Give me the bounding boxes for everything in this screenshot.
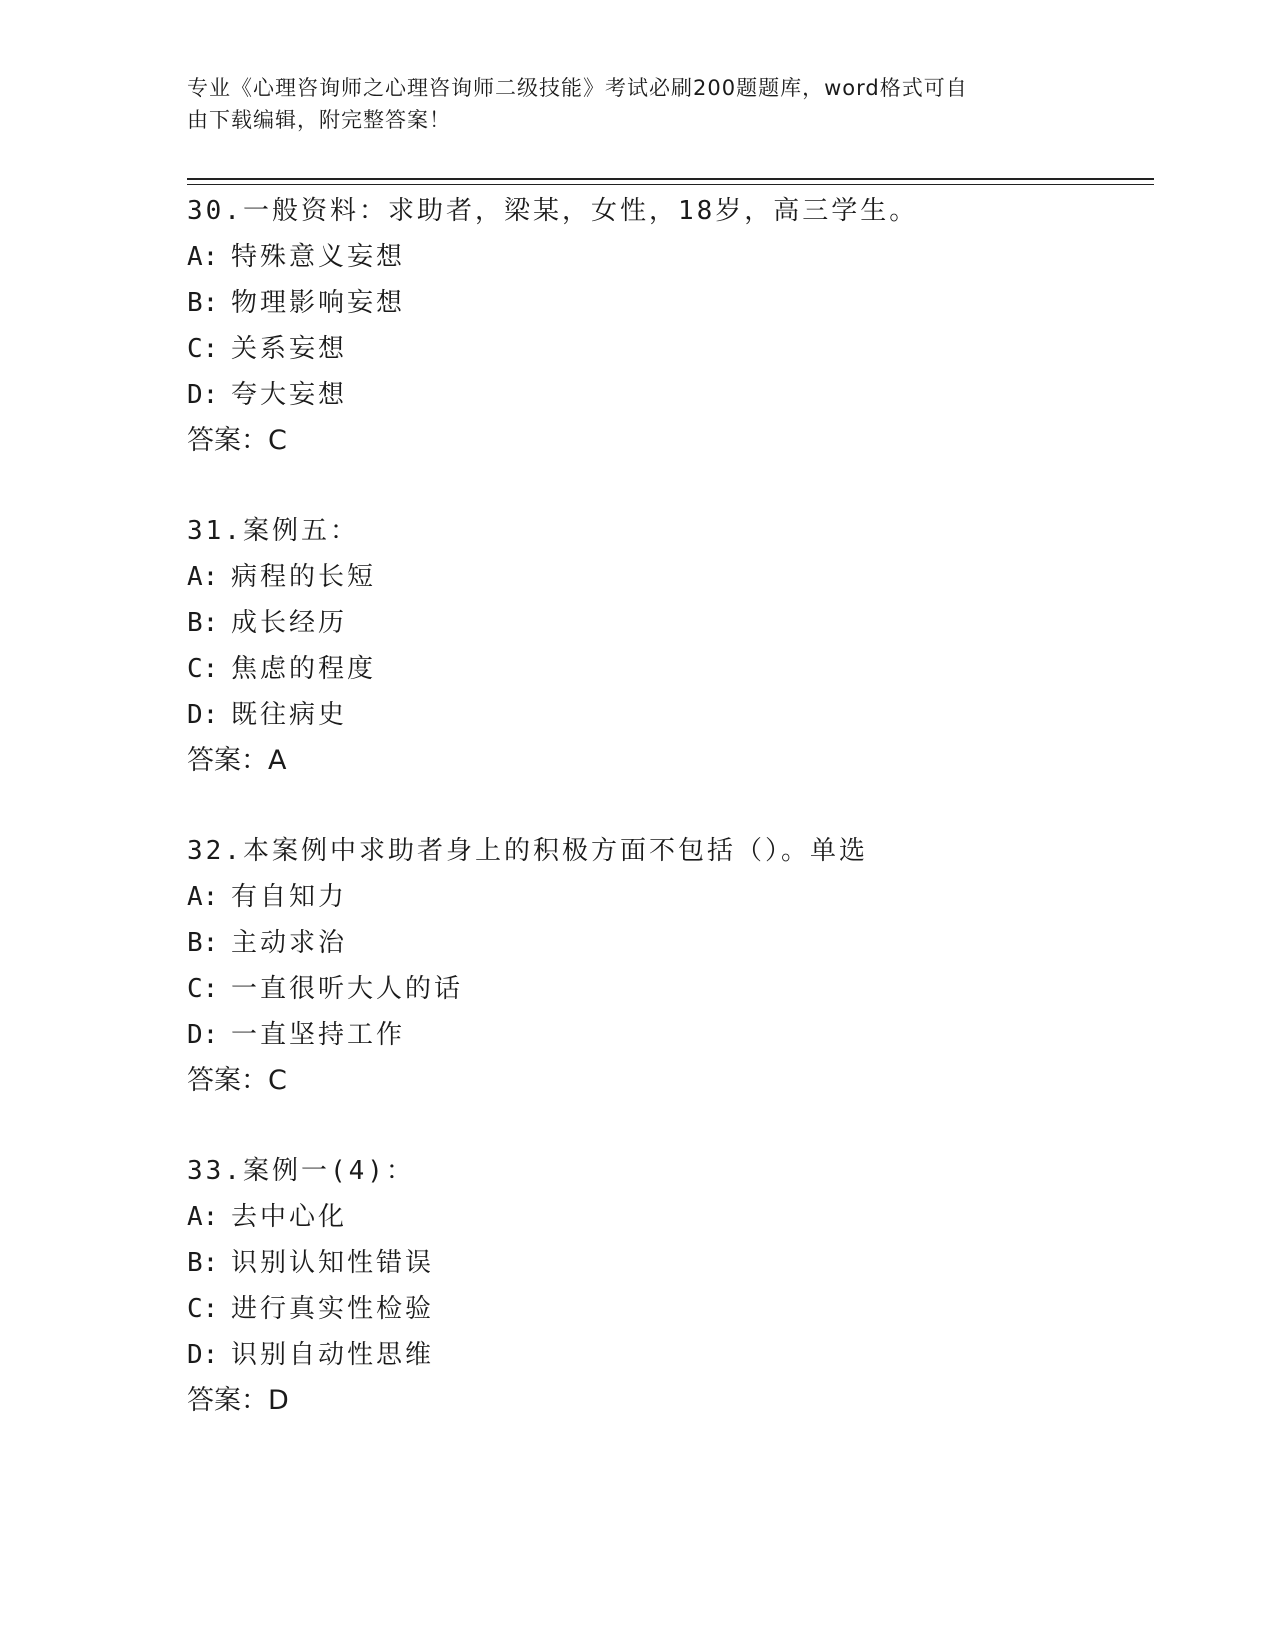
answer-line: 答案：D — [187, 1385, 289, 1416]
option-text: 识别自动性思维 — [231, 1340, 435, 1370]
option-key: D: — [187, 1340, 219, 1370]
option-b — [187, 600, 1147, 646]
option-d — [187, 1332, 1147, 1378]
answer-line: 答案：C — [187, 1065, 287, 1096]
option-c — [187, 966, 1147, 1012]
header-line-1: 专业《心理咨询师之心理咨询师二级技能》考试必刷200题题库，word格式可自 — [187, 76, 968, 100]
option-key: D: — [187, 1020, 219, 1050]
option-b — [187, 280, 1147, 326]
option-text: 成长经历 — [231, 608, 348, 638]
option-d — [187, 692, 1147, 738]
question-stem: 31.案例五： — [187, 516, 359, 546]
option-a — [187, 554, 1147, 600]
option-text: 特殊意义妄想 — [231, 242, 406, 272]
option-text: 物理影响妄想 — [231, 288, 406, 318]
option-c — [187, 1286, 1147, 1332]
option-b — [187, 1240, 1147, 1286]
option-text: 夸大妄想 — [231, 380, 348, 410]
question-stem: 30.一般资料：求助者，梁某，女性，18岁，高三学生。 — [187, 196, 919, 226]
option-text: 焦虑的程度 — [231, 654, 377, 684]
option-d — [187, 372, 1147, 418]
header-divider-thick — [187, 178, 1154, 180]
option-key: C: — [187, 654, 219, 684]
option-text: 一直很听大人的话 — [231, 974, 464, 1004]
option-text: 关系妄想 — [231, 334, 348, 364]
option-text: 病程的长短 — [231, 562, 377, 592]
answer-line: 答案：C — [187, 425, 287, 456]
question-item — [187, 188, 1147, 508]
option-text: 主动求治 — [231, 928, 348, 958]
option-text: 有自知力 — [231, 882, 348, 912]
option-key: B: — [187, 608, 219, 638]
option-key: C: — [187, 1294, 219, 1324]
option-key: A: — [187, 242, 219, 272]
option-key: A: — [187, 1202, 219, 1232]
option-c — [187, 646, 1147, 692]
question-item — [187, 508, 1147, 828]
option-b — [187, 920, 1147, 966]
option-text: 既往病史 — [231, 700, 348, 730]
option-key: A: — [187, 562, 219, 592]
option-key: B: — [187, 288, 219, 318]
option-key: D: — [187, 380, 219, 410]
question-item — [187, 828, 1147, 1148]
question-stem: 32.本案例中求助者身上的积极方面不包括（）。单选 — [187, 836, 868, 866]
option-key: B: — [187, 1248, 219, 1278]
option-key: C: — [187, 334, 219, 364]
option-key: D: — [187, 700, 219, 730]
option-key: C: — [187, 974, 219, 1004]
option-text: 识别认知性错误 — [231, 1248, 435, 1278]
option-d — [187, 1012, 1147, 1058]
question-item — [187, 1148, 1147, 1468]
answer-line: 答案：A — [187, 745, 287, 776]
option-text: 进行真实性检验 — [231, 1294, 435, 1324]
document-header — [187, 72, 1087, 136]
option-key: A: — [187, 882, 219, 912]
option-text: 去中心化 — [231, 1202, 348, 1232]
option-a — [187, 874, 1147, 920]
option-key: B: — [187, 928, 219, 958]
option-text: 一直坚持工作 — [231, 1020, 406, 1050]
option-c — [187, 326, 1147, 372]
question-list — [187, 188, 1147, 1468]
option-a — [187, 1194, 1147, 1240]
option-a — [187, 234, 1147, 280]
question-stem: 33.案例一(4)： — [187, 1156, 415, 1186]
header-line-2: 由下载编辑，附完整答案！ — [187, 108, 451, 132]
header-divider-thin — [187, 184, 1154, 185]
